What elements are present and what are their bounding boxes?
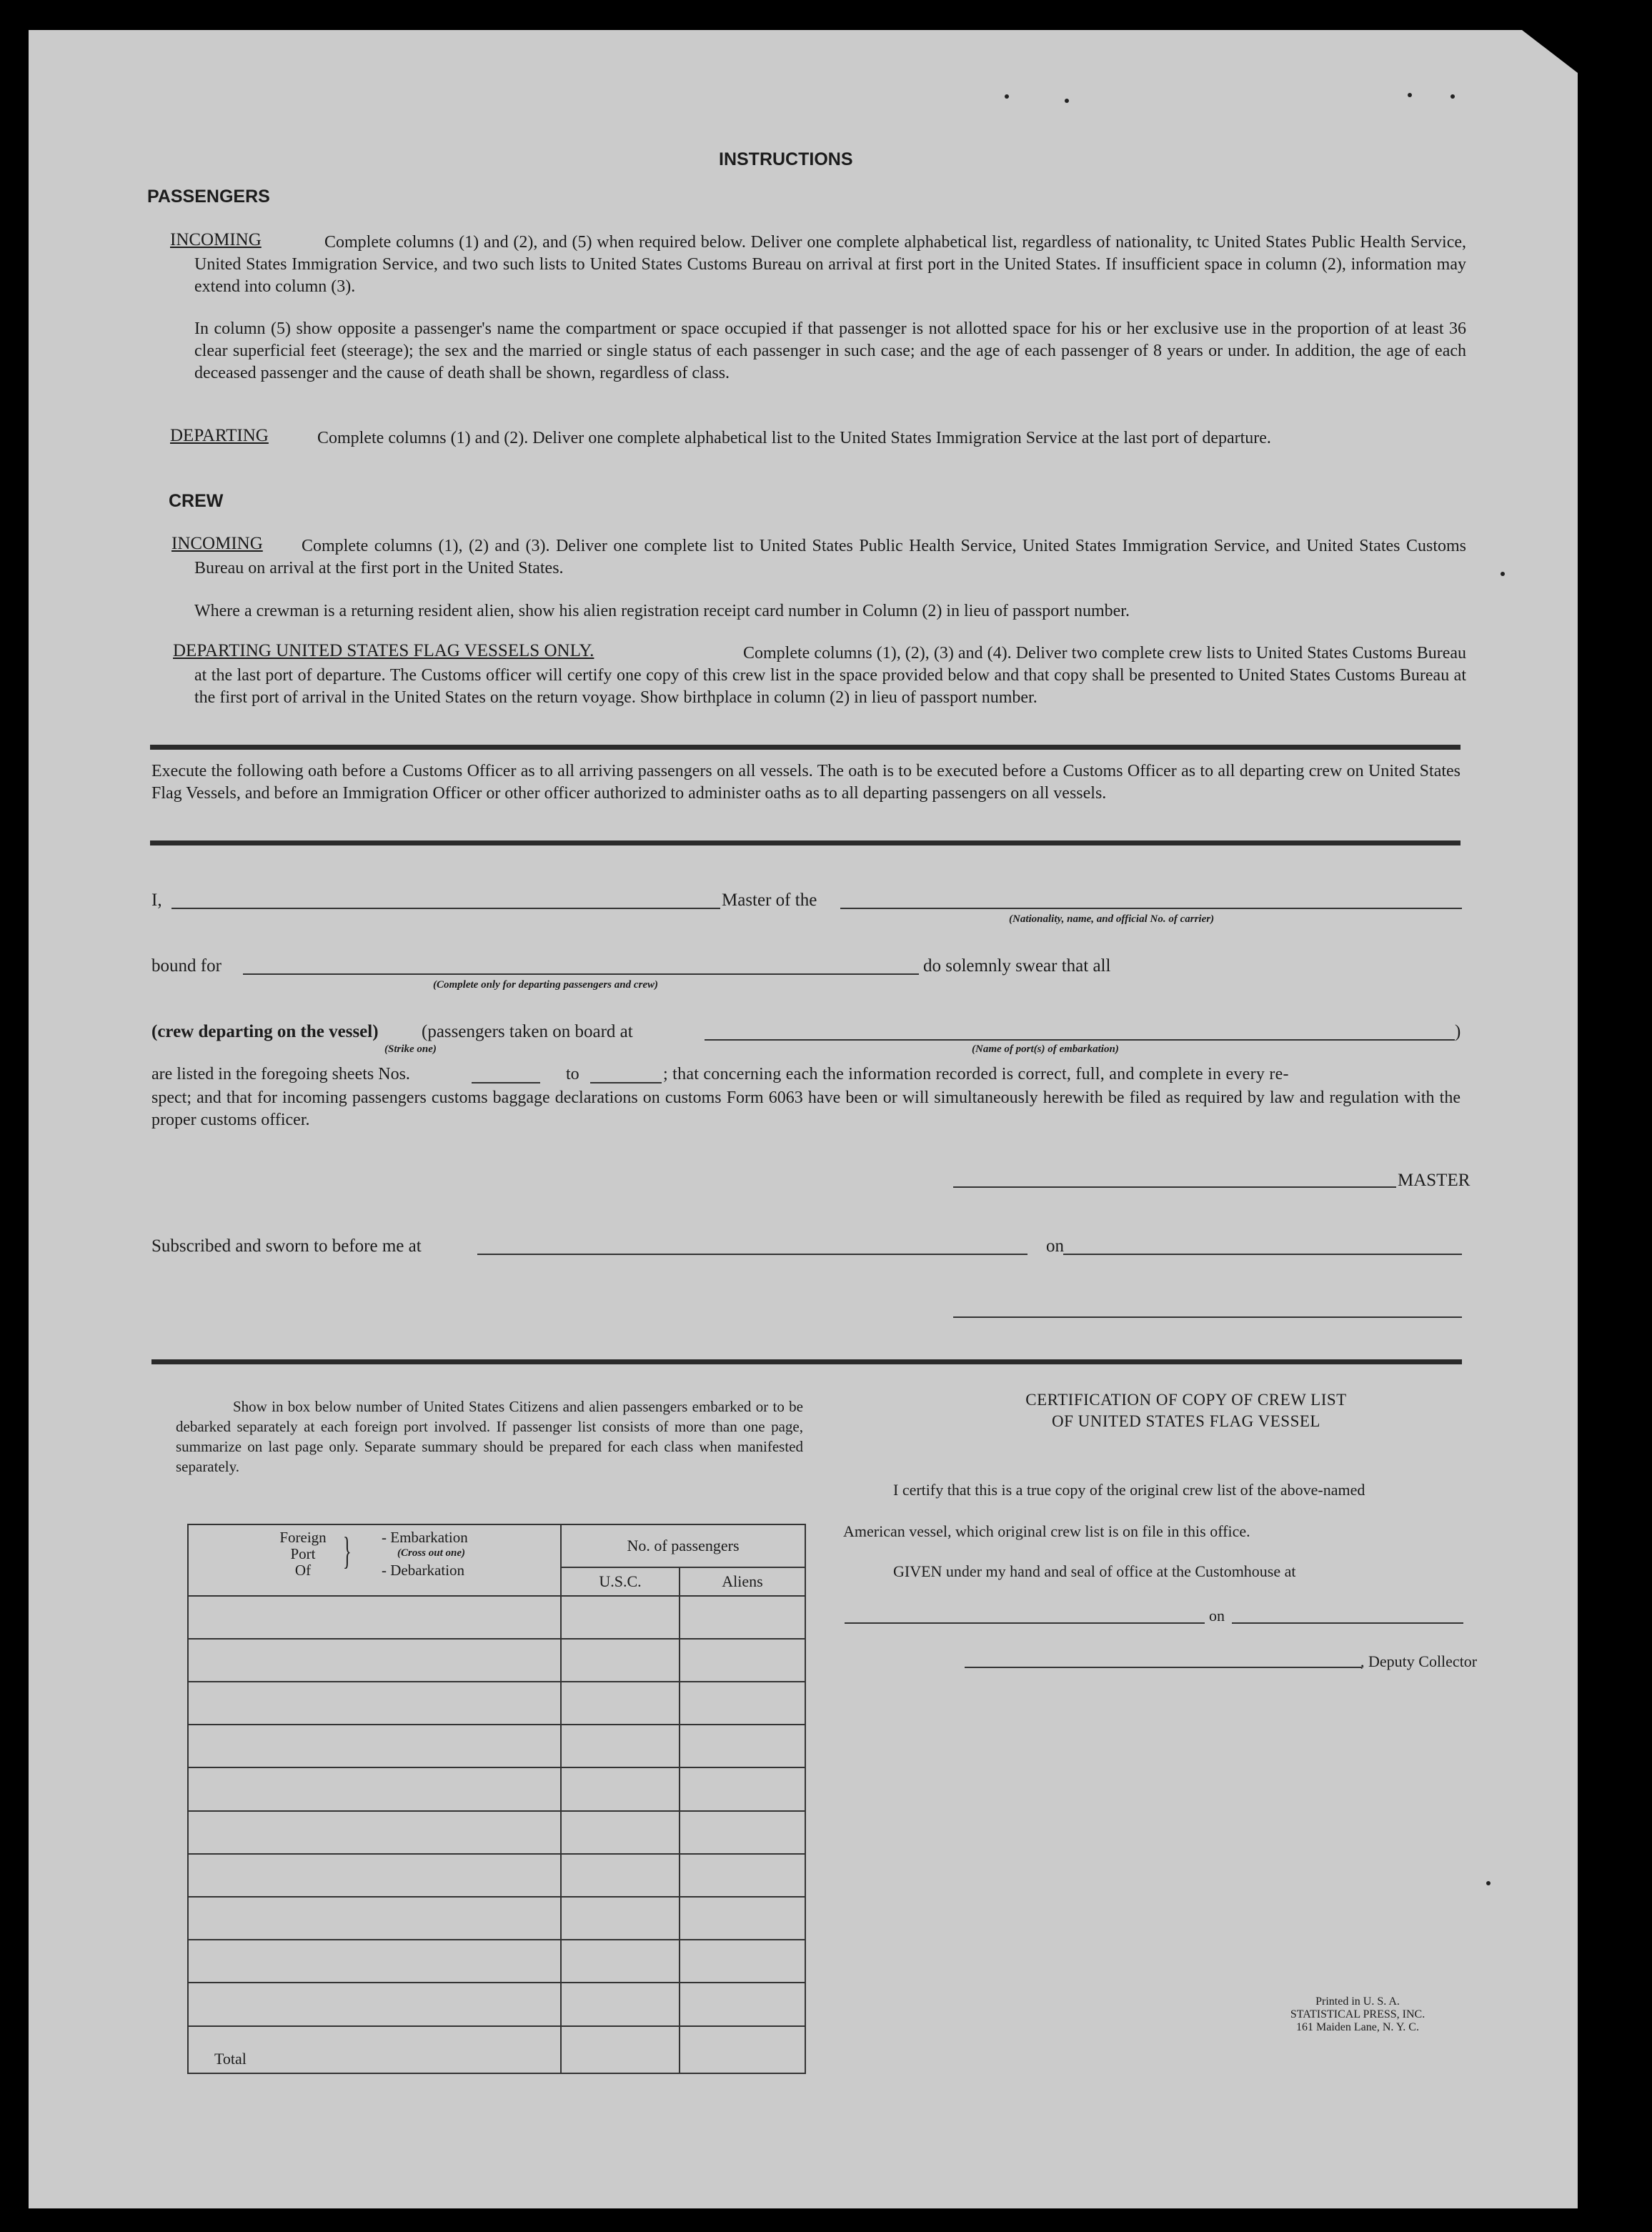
to-label: to	[566, 1065, 579, 1083]
master-signature-line[interactable]	[953, 1186, 1396, 1188]
crew-departing-option[interactable]: (crew departing on the vessel)	[151, 1022, 379, 1041]
table-row	[188, 1725, 805, 1767]
crew-departing-text: Complete columns (1), (2), (3) and (4). Deliver two complete crew lists to United States Customs Bureau at the last port of departure. The Customs officer will certify one copy of this crew list in the space provided below and that copy shall be presented to United States Customs Bureau at the first port of arrival in the United States on the return voyage. Show birthplace in column (2) in lieu of passport number.	[194, 644, 1466, 707]
port-header-labels	[274, 1529, 332, 1579]
passengers-incoming-text: Complete columns (1) and (2), and (5) when required below. Deliver one complete alphabetical list, regardless of nationality, tc United States Public Health Service, United States Immigration Service, and two such lists to United States Customs Bureau on arrival at first port in the United States. If insufficient space in column (2), information may extend into column (3).	[194, 233, 1466, 296]
no-of-passengers-label: No. of passengers	[627, 1537, 740, 1555]
scan-speck	[1501, 572, 1505, 576]
usc-cell[interactable]	[561, 1940, 680, 1983]
table-row	[188, 1767, 805, 1810]
usc-cell[interactable]	[561, 1596, 680, 1639]
aliens-label: Aliens	[722, 1572, 763, 1590]
total-label: Total	[214, 2050, 247, 2068]
port-cell[interactable]	[188, 1897, 561, 1940]
scan-speck	[1408, 93, 1412, 97]
instructions-title: INSTRUCTIONS	[719, 149, 853, 169]
embarkation-option[interactable]: - Embarkation	[382, 1529, 468, 1546]
sworn-date-field[interactable]	[1063, 1254, 1462, 1255]
close-paren: )	[1455, 1022, 1461, 1041]
master-label: MASTER	[1398, 1171, 1471, 1190]
carrier-caption: (Nationality, name, and official No. of carrier)	[1009, 913, 1215, 925]
usc-cell[interactable]	[561, 1897, 680, 1940]
port-header-cell	[188, 1524, 561, 1596]
usc-header	[561, 1567, 680, 1595]
embarkation-ports-field[interactable]	[705, 1039, 1455, 1041]
carrier-field[interactable]	[840, 908, 1462, 909]
deputy-collector-signature[interactable]	[965, 1667, 1362, 1668]
crew-incoming-text: Complete columns (1), (2) and (3). Deliver one complete list to United States Public Health Service, United States Immigration Service, and United States Customs Bureau on arrival at the first port in the United States.	[194, 537, 1466, 577]
table-row	[188, 1596, 805, 1639]
master-of-label: Master of the	[722, 891, 817, 910]
port-label: Port	[290, 1545, 316, 1562]
passengers-heading: PASSENGERS	[147, 187, 270, 207]
port-cell[interactable]	[188, 1940, 561, 1983]
crewman-text: Where a crewman is a returning resident alien, show his alien registration receipt card number in Column (2) in lieu of passport number.	[194, 602, 1130, 620]
usc-total-cell[interactable]	[561, 2026, 680, 2074]
aliens-cell[interactable]	[680, 1854, 805, 1897]
usc-cell[interactable]	[561, 1682, 680, 1725]
passengers-header-cell	[561, 1524, 805, 1567]
ports-caption: (Name of port(s) of embarkation)	[972, 1043, 1119, 1055]
usc-label: U.S.C.	[599, 1572, 642, 1590]
of-label: Of	[294, 1562, 312, 1579]
officer-signature-line[interactable]	[953, 1316, 1462, 1318]
table-row	[188, 1682, 805, 1725]
sheet-from-field[interactable]	[472, 1082, 540, 1083]
aliens-cell[interactable]	[680, 1639, 805, 1682]
certification-line-3: GIVEN under my hand and seal of office at the Customhouse at	[893, 1562, 1296, 1580]
oath-i-label: I,	[151, 891, 162, 910]
port-cell[interactable]	[188, 1682, 561, 1725]
bound-for-label: bound for	[151, 956, 222, 976]
strike-one-caption: (Strike one)	[384, 1043, 437, 1055]
listed-rest: ; that concerning each the information recorded is correct, full, and complete in every re-	[663, 1065, 1289, 1083]
sheet-to-field[interactable]	[590, 1082, 662, 1083]
passengers-taken-option[interactable]: (passengers taken on board at	[422, 1022, 633, 1041]
port-cell[interactable]	[188, 1596, 561, 1639]
usc-cell[interactable]	[561, 1767, 680, 1810]
usc-cell[interactable]	[561, 1725, 680, 1767]
listed-start: are listed in the foregoing sheets Nos.	[151, 1065, 410, 1083]
table-row	[188, 1811, 805, 1854]
aliens-cell[interactable]	[680, 1940, 805, 1983]
total-row	[188, 2026, 805, 2074]
double-rule	[150, 745, 1461, 750]
certification-on-label: on	[1209, 1607, 1225, 1625]
crew-heading: CREW	[169, 491, 224, 511]
certification-line-1: I certify that this is a true copy of the original crew list of the above-named	[893, 1481, 1365, 1499]
master-name-field[interactable]	[171, 908, 720, 909]
bound-for-field[interactable]	[243, 973, 919, 975]
table-row	[188, 1940, 805, 1983]
total-label-cell	[188, 2026, 561, 2074]
oath-note: Execute the following oath before a Customs Officer as to all arriving passengers on all vessels. The oath is to be executed before a Customs Officer as to all departing crew on United States Flag Vessels, and before an Immigration Officer or other officer authorized to administer oaths as to all departing passengers on all vessels.	[151, 762, 1461, 803]
certification-title-1: CERTIFICATION OF COPY OF CREW LIST	[1025, 1391, 1347, 1409]
double-rule	[150, 840, 1461, 845]
brace-icon: }	[343, 1529, 352, 1572]
aliens-header	[680, 1567, 805, 1595]
aliens-cell[interactable]	[680, 1811, 805, 1854]
aliens-cell[interactable]	[680, 1897, 805, 1940]
usc-cell[interactable]	[561, 1854, 680, 1897]
printer-line-1: Printed in U. S. A.	[1315, 1995, 1400, 2008]
aliens-cell[interactable]	[680, 1682, 805, 1725]
port-cell[interactable]	[188, 1639, 561, 1682]
listed-text: spect; and that for incoming passengers customs baggage declarations on customs Form 6063 have been or will simultaneously herewith be filed as required by law and regulation with the proper customs officer.	[151, 1088, 1461, 1129]
debarkation-option[interactable]: - Debarkation	[382, 1562, 465, 1579]
crew-departing-label: DEPARTING UNITED STATES FLAG VESSELS ONLY.	[173, 641, 594, 660]
certification-title-2: OF UNITED STATES FLAG VESSEL	[1052, 1412, 1320, 1430]
scan-speck	[1065, 99, 1069, 103]
table-row	[188, 1639, 805, 1682]
swear-label: do solemnly swear that all	[923, 956, 1111, 976]
form-sheet	[29, 30, 1578, 2208]
printer-line-2: STATISTICAL PRESS, INC.	[1290, 2008, 1425, 2020]
aliens-cell[interactable]	[680, 1596, 805, 1639]
scan-speck	[1005, 94, 1009, 99]
certification-date-field[interactable]	[1232, 1622, 1463, 1624]
port-cell[interactable]	[188, 1767, 561, 1810]
deputy-collector-label: , Deputy Collector	[1360, 1652, 1478, 1670]
printer-imprint	[1250, 1995, 1465, 2034]
passenger-summary-table	[187, 1524, 806, 2074]
port-cell[interactable]	[188, 1854, 561, 1897]
foreign-label: Foreign	[279, 1529, 327, 1546]
column5-text: In column (5) show opposite a passenger's name the compartment or space occupied if that passenger is not allotted space for his or her exclusive use in the proportion of at least 36 clear superficial feet (steerage); the sex and the married or single status of each passenger in such case; and the age of each passenger of 8 years or under. In addition, the age of each deceased passenger and the cause of death shall be shown, regardless of class.	[194, 319, 1466, 382]
sworn-place-field[interactable]	[477, 1254, 1027, 1255]
aliens-cell[interactable]	[680, 1725, 805, 1767]
sworn-on-label: on	[1046, 1236, 1064, 1256]
subscribed-label: Subscribed and sworn to before me at	[151, 1236, 422, 1256]
table-row	[188, 1897, 805, 1940]
aliens-cell[interactable]	[680, 1767, 805, 1810]
passengers-departing-text: Complete columns (1) and (2). Deliver one complete alphabetical list to the United States Immigration Service at the last port of departure.	[317, 429, 1271, 447]
table-row	[188, 1854, 805, 1897]
scan-speck	[1486, 1881, 1491, 1885]
port-cell[interactable]	[188, 1983, 561, 2025]
torn-corner	[1522, 30, 1578, 73]
certification-line-2: American vessel, which original crew list is on file in this office.	[843, 1522, 1250, 1540]
summary-note: Show in box below number of United States Citizens and alien passengers embarked or to be debarked separately at each foreign port involved. If passenger list consists of more than one page, summarize on last page only. Separate summary should be prepared for each class when manifested separately.	[176, 1398, 803, 1475]
cross-out-caption: (Cross out one)	[397, 1547, 466, 1559]
crew-incoming-label: INCOMING	[171, 534, 263, 553]
aliens-cell[interactable]	[680, 1983, 805, 2025]
usc-cell[interactable]	[561, 1639, 680, 1682]
passengers-incoming-label: INCOMING	[170, 230, 262, 249]
bound-caption: (Complete only for departing passengers and crew)	[433, 979, 658, 991]
table-row	[188, 1983, 805, 2025]
port-cell[interactable]	[188, 1811, 561, 1854]
double-rule	[151, 1359, 1462, 1364]
scan-speck	[1451, 94, 1455, 99]
customhouse-field[interactable]	[845, 1622, 1205, 1624]
passengers-departing-label: DEPARTING	[170, 426, 269, 445]
usc-cell[interactable]	[561, 1983, 680, 2025]
aliens-total-cell[interactable]	[680, 2026, 805, 2074]
usc-cell[interactable]	[561, 1811, 680, 1854]
printer-line-3: 161 Maiden Lane, N. Y. C.	[1296, 2021, 1419, 2033]
port-cell[interactable]	[188, 1725, 561, 1767]
